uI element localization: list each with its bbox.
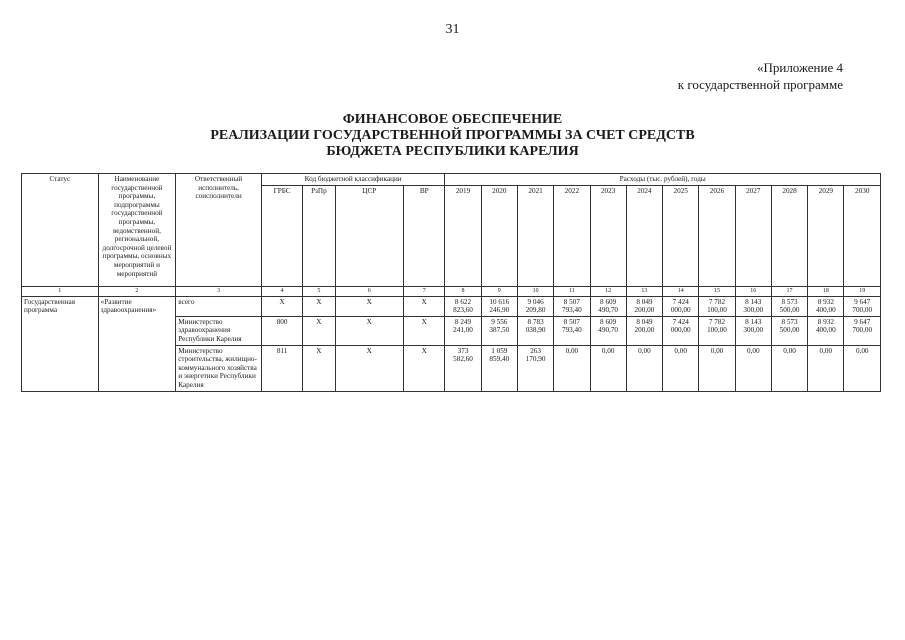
header-year: 2030 <box>844 185 881 286</box>
cell-amount: 0,00 <box>735 345 771 391</box>
header-year: 2029 <box>808 185 844 286</box>
row-program-name: «Развитие здравоохранения» <box>98 296 176 391</box>
header-year: 2026 <box>699 185 735 286</box>
cell-rzpr: X <box>303 345 335 391</box>
column-number: 1 <box>22 286 99 296</box>
cell-amount: 7 424 000,00 <box>663 316 699 345</box>
cell-amount: 7 782 100,00 <box>699 296 735 316</box>
cell-amount: 9 647 700,00 <box>844 316 881 345</box>
cell-amount: 0,00 <box>663 345 699 391</box>
column-number: 6 <box>335 286 404 296</box>
row-executor: Министерство строительства, жилищно-коммунального хозяйства и энергетики Республики Карелия <box>176 345 262 391</box>
table-row <box>22 296 881 316</box>
page-number: 31 <box>445 22 460 37</box>
column-number-row <box>22 286 881 296</box>
cell-amount: 0,00 <box>844 345 881 391</box>
cell-grbs: 800 <box>261 316 302 345</box>
title-line-3: БЮДЖЕТА РЕСПУБЛИКИ КАРЕЛИЯ <box>326 144 579 159</box>
financing-table <box>21 173 881 392</box>
row-executor: Министерство здравоохранения Республики Карелия <box>176 316 262 345</box>
appendix-line-2: к государственной программе <box>677 77 843 92</box>
header-status: Статус <box>22 174 99 287</box>
column-number: 8 <box>445 286 481 296</box>
header-csr: ЦСР <box>335 185 404 286</box>
appendix-line-1: «Приложение 4 <box>756 60 843 75</box>
row-executor: всего <box>176 296 262 316</box>
cell-amount: 0,00 <box>554 345 590 391</box>
cell-amount: 8 507 793,40 <box>554 316 590 345</box>
cell-amount: 10 616 246,90 <box>481 296 517 316</box>
title-line-1: ФИНАНСОВОЕ ОБЕСПЕЧЕНИЕ <box>342 112 563 127</box>
cell-amount: 8 932 400,00 <box>808 316 844 345</box>
cell-amount: 263 170,90 <box>517 345 553 391</box>
cell-amount: 0,00 <box>590 345 626 391</box>
cell-amount: 8 143 300,00 <box>735 296 771 316</box>
header-year: 2024 <box>626 185 662 286</box>
header-rzpr: РзПр <box>303 185 335 286</box>
column-number: 16 <box>735 286 771 296</box>
cell-amount: 8 249 241,00 <box>445 316 481 345</box>
column-number: 14 <box>663 286 699 296</box>
cell-vr: X <box>404 316 445 345</box>
cell-amount: 8 573 500,00 <box>771 296 807 316</box>
column-number: 9 <box>481 286 517 296</box>
cell-csr: X <box>335 345 404 391</box>
column-number: 10 <box>517 286 553 296</box>
column-number: 11 <box>554 286 590 296</box>
cell-csr: X <box>335 296 404 316</box>
cell-amount: 8 932 400,00 <box>808 296 844 316</box>
cell-amount: 8 049 200,00 <box>626 296 662 316</box>
header-year: 2021 <box>517 185 553 286</box>
cell-amount: 8 783 038,90 <box>517 316 553 345</box>
cell-amount: 8 507 793,40 <box>554 296 590 316</box>
appendix-note <box>678 59 843 93</box>
cell-amount: 373 582,60 <box>445 345 481 391</box>
cell-amount: 7 782 100,00 <box>699 316 735 345</box>
cell-rzpr: X <box>303 316 335 345</box>
column-number: 13 <box>626 286 662 296</box>
cell-amount: 8 143 300,00 <box>735 316 771 345</box>
cell-vr: X <box>404 296 445 316</box>
cell-amount: 8 622 823,60 <box>445 296 481 316</box>
column-number: 5 <box>303 286 335 296</box>
header-expenses: Расходы (тыс. рублей), годы <box>445 174 881 186</box>
cell-amount: 0,00 <box>699 345 735 391</box>
column-number: 3 <box>176 286 262 296</box>
header-year: 2028 <box>771 185 807 286</box>
cell-amount: 8 609 490,70 <box>590 316 626 345</box>
cell-amount: 8 609 490,70 <box>590 296 626 316</box>
header-executor: Ответственный исполнитель, соисполнители <box>176 174 262 287</box>
column-number: 18 <box>808 286 844 296</box>
header-year: 2019 <box>445 185 481 286</box>
header-year: 2027 <box>735 185 771 286</box>
column-number: 12 <box>590 286 626 296</box>
column-number: 15 <box>699 286 735 296</box>
cell-amount: 9 046 209,80 <box>517 296 553 316</box>
column-number: 4 <box>261 286 302 296</box>
cell-amount: 1 059 859,40 <box>481 345 517 391</box>
header-year: 2025 <box>663 185 699 286</box>
row-status: Государственная программа <box>22 296 99 391</box>
cell-amount: 9 647 700,00 <box>844 296 881 316</box>
header-grbs: ГРБС <box>261 185 302 286</box>
title-line-2: РЕАЛИЗАЦИИ ГОСУДАРСТВЕННОЙ ПРОГРАММЫ ЗА СЧЕТ СРЕДСТВ <box>210 128 695 143</box>
header-budget-code: Код бюджетной классификации <box>261 174 444 186</box>
cell-amount: 8 573 500,00 <box>771 316 807 345</box>
header-name: Наименование государственной программы, подпрограммы государственной программы, ведомственной, региональной, долгосрочной целевой программы, основных мероприятий и мероприятий <box>98 174 176 287</box>
cell-amount: 0,00 <box>771 345 807 391</box>
cell-amount: 7 424 000,00 <box>663 296 699 316</box>
header-vr: ВР <box>404 185 445 286</box>
column-number: 19 <box>844 286 881 296</box>
cell-vr: X <box>404 345 445 391</box>
header-year: 2020 <box>481 185 517 286</box>
cell-grbs: 811 <box>261 345 302 391</box>
cell-amount: 0,00 <box>808 345 844 391</box>
column-number: 7 <box>404 286 445 296</box>
cell-csr: X <box>335 316 404 345</box>
header-year: 2023 <box>590 185 626 286</box>
cell-amount: 8 049 200,00 <box>626 316 662 345</box>
document-title <box>0 112 905 160</box>
cell-grbs: X <box>261 296 302 316</box>
header-year: 2022 <box>554 185 590 286</box>
cell-amount: 0,00 <box>626 345 662 391</box>
column-number: 17 <box>771 286 807 296</box>
cell-amount: 9 556 387,50 <box>481 316 517 345</box>
column-number: 2 <box>98 286 176 296</box>
cell-rzpr: X <box>303 296 335 316</box>
